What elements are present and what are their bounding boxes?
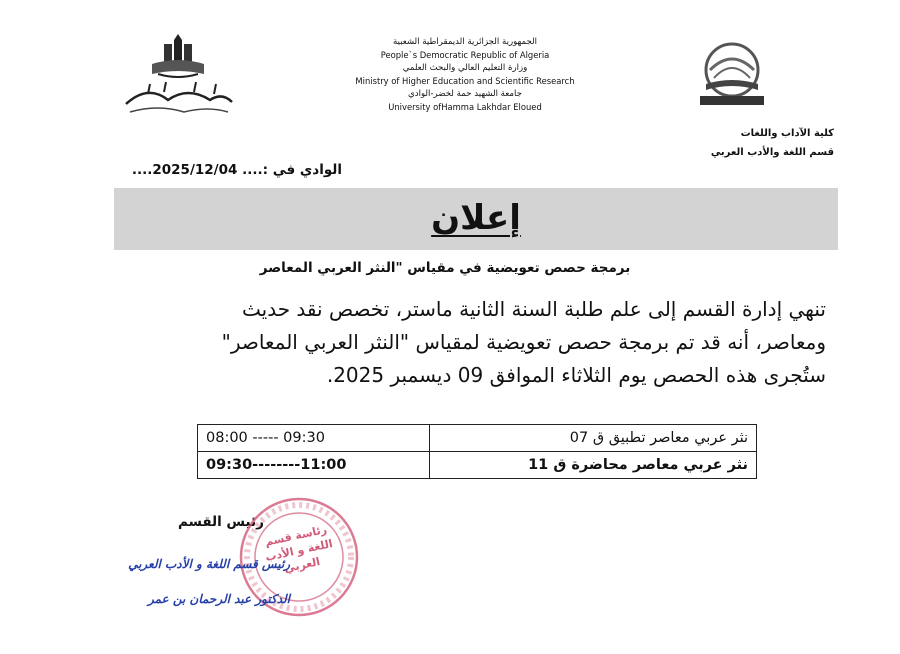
session-activity: نثر عربي معاصر تطبيق ق 07 [430,425,757,452]
announcement-title: إعلان [431,198,521,238]
republic-ar: الجمهورية الجزائرية الديمقراطية الشعبية [392,37,538,47]
date-line: الوادي في :.... 2025/12/04.... [131,162,342,178]
university-logo [692,40,772,108]
session-time: 08:00 ----- 09:30 [198,425,430,452]
faculty-logo [118,34,238,124]
session-activity: نثر عربي معاصر محاضرة ق 11 [430,452,757,479]
university-ar: جامعة الشهيد حمة لخضر-الوادي [408,89,522,99]
department-name: قسم اللغة والأدب العربي [710,147,834,158]
schedule-table [197,424,757,479]
department-head-title: رئيس القسم [178,514,264,530]
body-line: تنهي إدارة القسم إلى علم طلبة السنة الثانية ماستر، تخصص نقد حديث [242,297,826,321]
institution-header [330,36,600,114]
body-line: ومعاصر، أنه قد تم برمجة حصص تعويضية لمقياس "النثر العربي المعاصر" [221,330,826,354]
signer-title: رئيس قسم اللغة و الأدب العربي [128,557,290,571]
ministry-ar: وزارة التعليم العالي والبحث العلمي [402,63,528,73]
university-en: University ofHamma Lakhdar Eloued [388,102,542,112]
table-row [198,452,757,479]
stamp-label: رئاسة قسم اللغة و الأدب العربي [263,522,334,576]
table-row [198,425,757,452]
signer-name: الدكتور عبد الرحمان بن عمر [147,592,290,606]
ministry-en: Ministry of Higher Education and Scientific Research [355,76,575,86]
announcement-subtitle: برمجة حصص تعويضية في مقياس "النثر العربي المعاصر [259,260,631,276]
body-line: ستُجرى هذه الحصص يوم الثلاثاء الموافق 09 ديسمبر 2025. [326,363,826,387]
faculty-name: كلية الآداب واللغات [740,128,834,139]
faculty-department [711,124,834,162]
announcement-body [221,293,826,392]
republic-en: People`s Democratic Republic of Algeria [380,50,550,60]
session-time: 09:30--------11:00 [198,452,430,479]
